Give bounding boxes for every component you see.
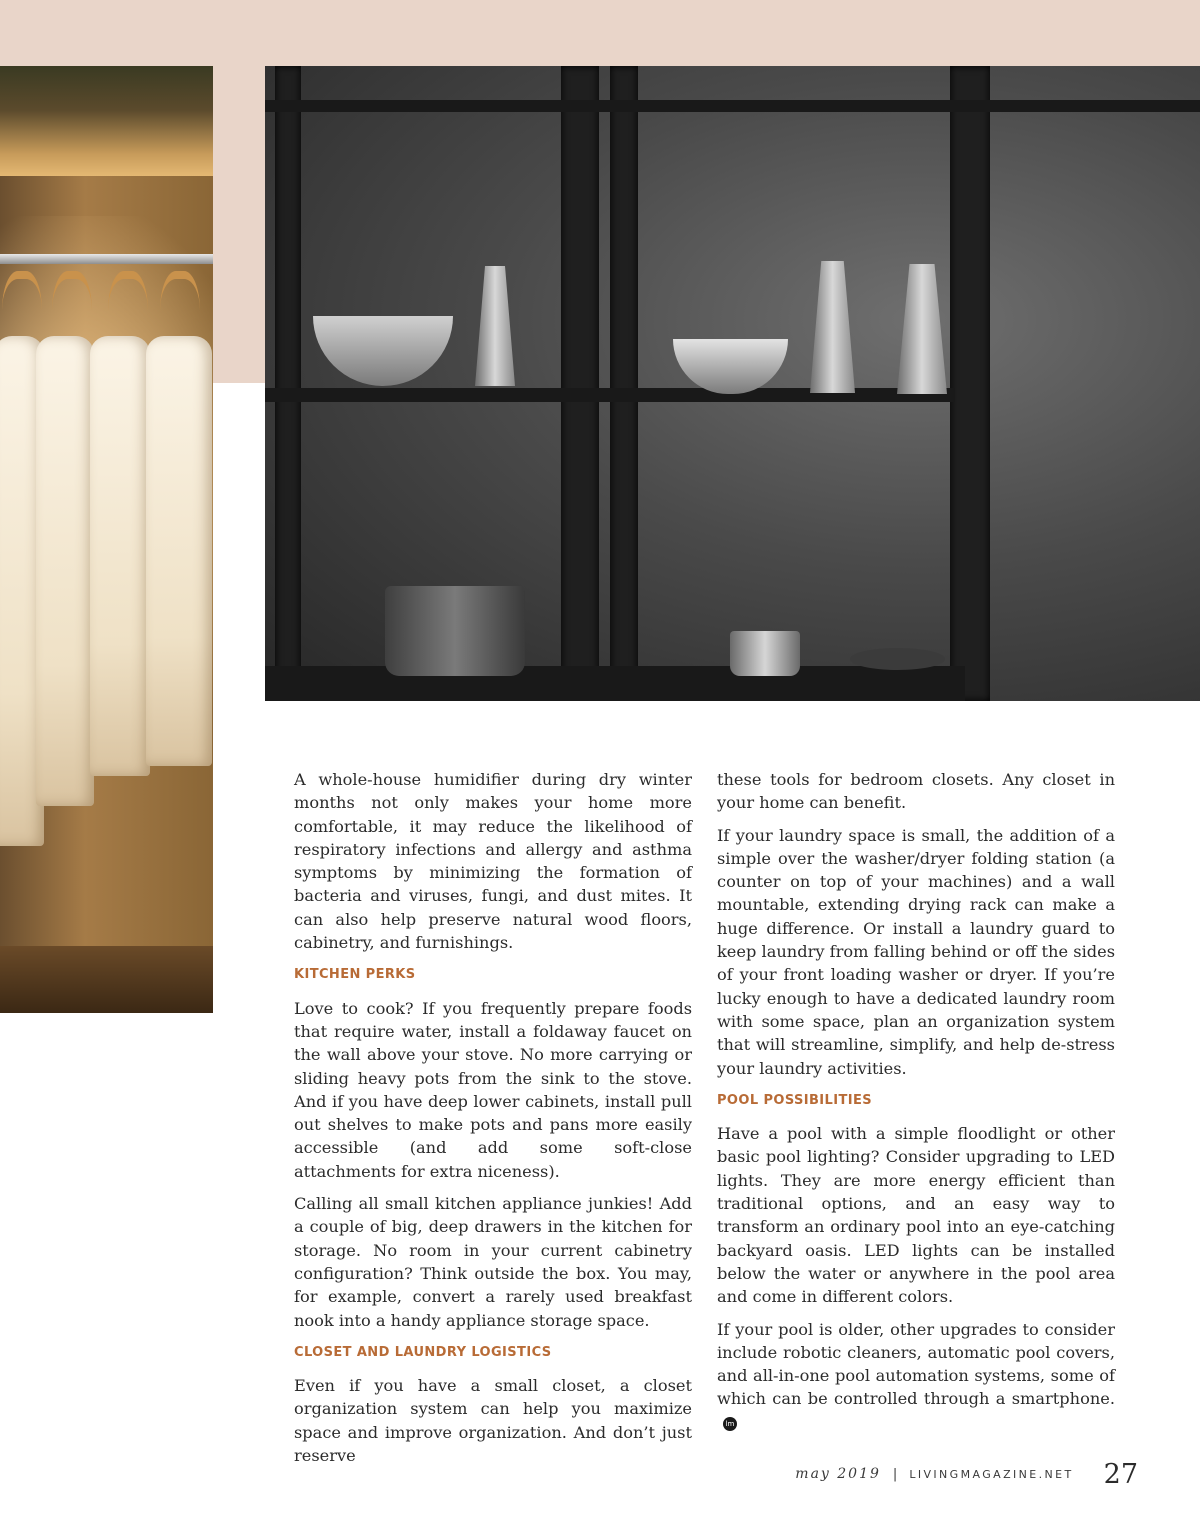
grater: [475, 266, 515, 386]
section-heading-pool: POOL POSSIBILITIES: [717, 1092, 873, 1108]
page-number: 27: [1103, 1458, 1138, 1490]
steel-bowl: [673, 339, 788, 394]
stock-pot: [385, 586, 525, 676]
shelf-post: [275, 66, 301, 701]
closet-rail: [0, 254, 213, 264]
page-footer: [795, 1452, 1138, 1496]
text-column-right: [717, 768, 1115, 1443]
paragraph-final: [717, 1318, 1115, 1434]
closet-shelf: [0, 66, 213, 176]
paragraph: If your laundry space is small, the addition of a simple over the washer/dryer folding station (a counter on top of your machines) and a wall mountable, extending drying rack can make a huge difference. Or install a laundry guard to keep laundry from falling behind or off the sides of your front loading washer or dryer. If you’re lucky enough to have a dedicated laundry room with some space, plan an organization system that will streamline, simplify, and help de-stress your laundry activities.: [717, 825, 1115, 1078]
shelf-post: [950, 66, 990, 701]
closet-floor: [0, 946, 213, 1013]
closet-photo: [0, 66, 213, 1013]
shelf-post: [610, 66, 638, 701]
frying-pan: [850, 648, 945, 670]
grater: [810, 261, 855, 393]
garment: [36, 336, 94, 806]
shelf-post: [561, 66, 599, 701]
paragraph: Have a pool with a simple floodlight or other basic pool lighting? Consider upgrading to LED lights. They are more energy efficient than traditional options, and an easy way to transform an ordinary pool into an eye-catching backyard oasis. LED lights can be installed below the water or anywhere in the pool area and come in different colors.: [717, 1124, 1115, 1307]
paragraph: Even if you have a small closet, a closet organization system can help you maximize space and improve organization. And don’t just reserve: [294, 1376, 692, 1466]
grater: [897, 264, 947, 394]
colander: [313, 316, 453, 386]
section-heading-closet: CLOSET AND LAUNDRY LOGISTICS: [294, 1344, 552, 1360]
paragraph: Calling all small kitchen appliance junkies! Add a couple of big, deep drawers in the kitchen for storage. No room in your current cabinetry configuration? Think outside the box. You may, for example, convert a rarely used breakfast nook into a handy appliance storage space.: [294, 1194, 692, 1330]
garment: [146, 336, 212, 766]
paragraph: these tools for bedroom closets. Any closet in your home can benefit.: [717, 770, 1115, 813]
section-heading-kitchen: KITCHEN PERKS: [294, 967, 416, 983]
shelf-board: [265, 100, 1200, 112]
final-text: If your pool is older, other upgrades to consider include robotic cleaners, automatic pool covers, and all-in-one pool automation systems, some of which can be controlled through a smartphone.: [717, 1319, 1115, 1409]
magazine-website: LIVINGMAGAZINE.NET: [909, 1467, 1074, 1481]
footer-separator: |: [892, 1466, 898, 1482]
shelf-board: [265, 666, 965, 701]
saucepan: [730, 631, 800, 676]
issue-date: may 2019: [795, 1466, 881, 1482]
paragraph: Love to cook? If you frequently prepare foods that require water, install a foldaway faucet on the wall above your stove. No more carrying or sliding heavy pots from the sink to the stove. And if you have deep lower cabinets, install pull out shelves to make pots and pans more easily accessible (and add some soft-close attachments for extra niceness).: [294, 998, 692, 1181]
garment: [90, 336, 150, 776]
end-mark-icon: lm: [723, 1417, 737, 1431]
kitchen-shelves-photo: [265, 66, 1200, 701]
paragraph: A whole-house humidifier during dry winter months not only makes your home more comfortable, it may reduce the likelihood of respiratory infections and allergy and asthma symptoms by minimizing the formation of bacteria and viruses, fungi, and dust mites. It can also help preserve natural wood floors, cabinetry, and furnishings.: [294, 770, 692, 953]
text-column-left: [294, 768, 692, 1476]
